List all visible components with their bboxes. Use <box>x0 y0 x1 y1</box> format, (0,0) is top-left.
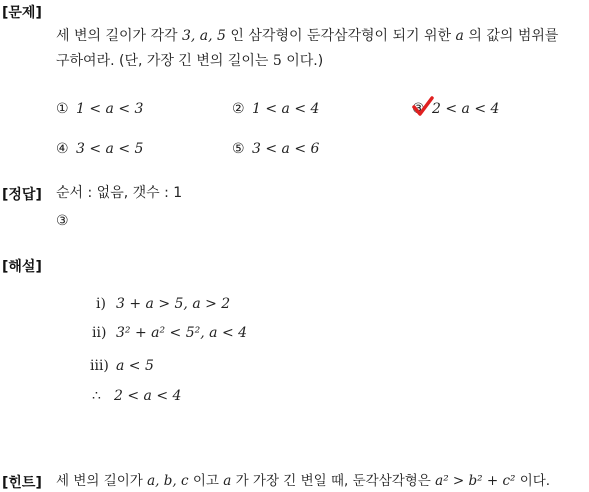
choice-expression: 3 < a < 5 <box>76 141 144 157</box>
problem-num: 5 <box>272 53 282 69</box>
step-expression: 3 + a > 5, a > 2 <box>116 296 231 312</box>
hint-text <box>56 472 550 490</box>
problem-text: 세 변의 길이가 각각 <box>56 28 182 44</box>
problem-text: 구하여라. (단, 가장 긴 변의 길이는 <box>56 53 273 69</box>
hint-math: a, b, c <box>147 473 189 489</box>
problem-text: 의 값의 범위를 <box>463 28 559 44</box>
problem-text: 이다.) <box>281 53 324 69</box>
choice-number: ④ <box>56 141 69 157</box>
step-label: ∴ <box>92 388 101 404</box>
problem-label: [문제] <box>2 5 42 21</box>
step-label: ⅱ) <box>92 325 107 341</box>
solution-step-4 <box>92 388 181 404</box>
hint-part: 가 가장 긴 변일 때, 둔각삼각형은 <box>231 473 436 489</box>
answer-value: ③ <box>56 213 69 229</box>
hint-part: 세 변의 길이가 <box>56 473 148 489</box>
solution-label: [해설] <box>2 259 42 275</box>
checkmark-icon <box>412 96 434 118</box>
solution-step-3 <box>90 358 154 374</box>
problem-math-sides: 3, a, 5 <box>182 28 226 44</box>
step-expression: 3² + a² < 5², a < 4 <box>116 325 248 341</box>
hint-part: 이다. <box>515 473 551 489</box>
step-expression: 2 < a < 4 <box>114 388 182 404</box>
choice-number: ② <box>232 101 245 117</box>
step-label: ⅲ) <box>90 358 109 374</box>
hint-math: a <box>223 473 232 489</box>
choice-number: ① <box>56 101 69 117</box>
solution-step-2 <box>92 325 247 341</box>
choice-4[interactable] <box>56 141 143 157</box>
problem-line-2 <box>56 52 323 70</box>
problem-text: 인 삼각형이 둔각삼각형이 되기 위한 <box>225 28 456 44</box>
answer-label: [정답] <box>2 187 42 203</box>
solution-step-1 <box>96 296 230 312</box>
hint-part: 이고 <box>188 473 224 489</box>
answer-meta: 순서 : 없음, 갯수 : 1 <box>56 185 183 201</box>
choice-expression: 1 < a < 3 <box>76 101 144 117</box>
choice-expression: 1 < a < 4 <box>252 101 320 117</box>
choice-expression: 3 < a < 6 <box>252 141 320 157</box>
hint-label: [힌트] <box>2 475 42 491</box>
problem-line-1 <box>56 27 558 45</box>
choice-2[interactable] <box>232 101 319 117</box>
choice-number: ③ <box>412 101 425 117</box>
choice-number: ⑤ <box>232 141 245 157</box>
choice-expression: 2 < a < 4 <box>432 101 500 117</box>
hint-math: a² > b² + c² <box>435 473 516 489</box>
choice-1[interactable] <box>56 101 143 117</box>
step-expression: a < 5 <box>116 358 154 374</box>
step-label: ⅰ) <box>96 296 106 312</box>
problem-var: a <box>455 28 464 44</box>
choice-5[interactable] <box>232 141 319 157</box>
